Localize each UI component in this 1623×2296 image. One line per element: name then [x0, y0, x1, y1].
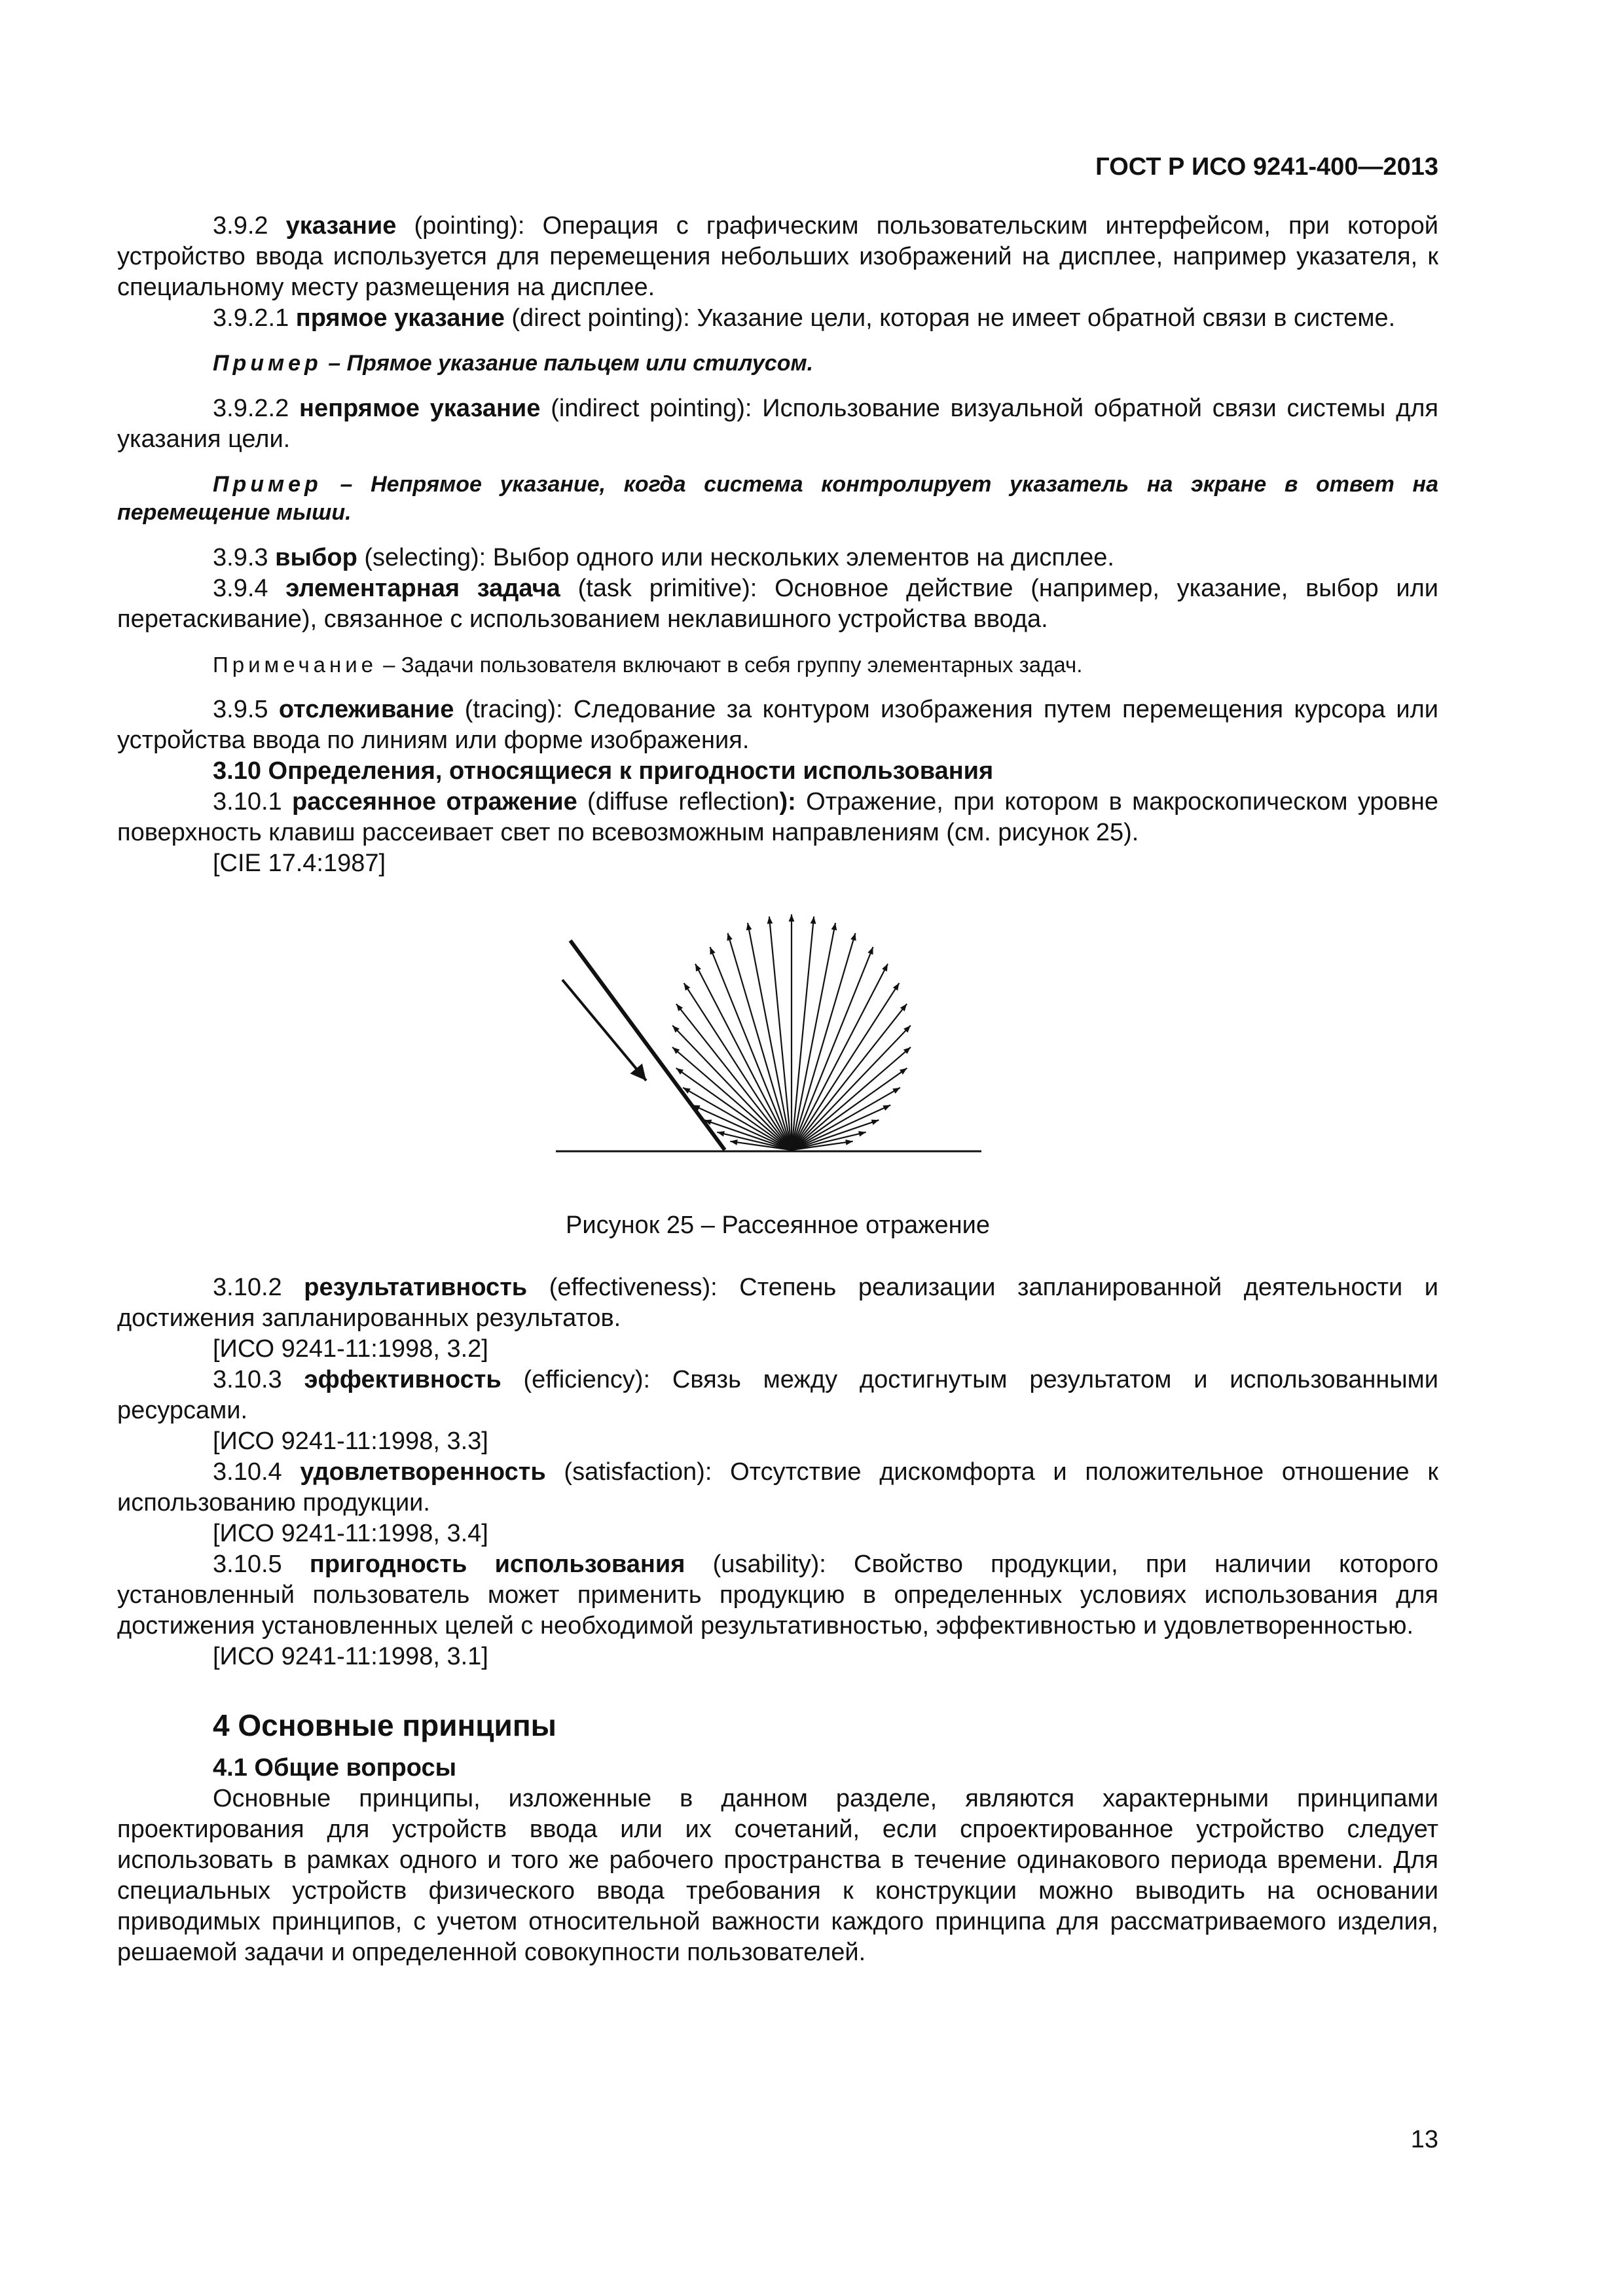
diffuse-reflection-diagram [549, 903, 1008, 1164]
reflected-ray [676, 1004, 792, 1150]
reflected-ray [672, 1047, 792, 1150]
definition-3-9-4 [117, 573, 1438, 635]
paragraph-4-1: Основные принципы, изложенные в данном разделе, являются характерными принципами проектирования для устройств ввода или их сочетаний, если спроектированное устройство следует использовать в рамках одного и того же рабочего пространства в течение одинакового периода времени. Для специальных устройств физического ввода требования к конструкции можно выводить на основании приводимых принципов, с учетом относительной важности каждого принципа для рассматриваемого изделия, решаемой задачи и определенной совокупности пользователей. [117, 1785, 1438, 1966]
clause-number: 3.10.3 [213, 1366, 304, 1393]
section-heading-3-10: 3.10 Определения, относящиеся к пригодности использования [213, 757, 994, 785]
definition-text: Отражение, при котором в макроскопическом уровне поверхность клавиш рассеивает свет по всевозможным направлениям (см. рисунок 25). [117, 788, 1438, 846]
term: удовлетворенность [300, 1458, 546, 1486]
reference: [ИСО 9241-11:1998, 3.1] [213, 1643, 488, 1670]
definition-text: (effectiveness): Степень реализации запланированной деятельности и достижения запланированных результатов. [117, 1274, 1438, 1332]
example-text: – Прямое указание пальцем или стилусом. [321, 351, 814, 376]
clause-number: 3.9.2.2 [213, 395, 300, 422]
reference: [ИСО 9241-11:1998, 3.3] [213, 1427, 488, 1455]
clause-number: 3.9.4 [213, 575, 286, 602]
reference: [ИСО 9241-11:1998, 3.2] [213, 1335, 488, 1363]
clause-number: 3.10.1 [213, 788, 292, 816]
reflected-ray [792, 916, 814, 1150]
term: отслеживание [278, 696, 454, 723]
definition-text: (usability): Свойство продукции, при наличии которого установленный пользователь может применить продукцию в определенных условиях использования для достижения установленных целей с необходимой результативностью, эффективностью и удовлетворенностью. [117, 1551, 1438, 1640]
definition-colon: ): [779, 788, 796, 816]
definition-3-10-2 [117, 1272, 1438, 1334]
term: выбор [275, 544, 357, 571]
reference: [CIE 17.4:1987] [213, 850, 386, 877]
definition-text: (selecting): Выбор одного или нескольких элементов на дисплее. [357, 544, 1114, 571]
clause-number: 3.10.5 [213, 1551, 310, 1578]
definition-text: (task primitive): Основное действие (например, указание, выбор или перетаскивание), связанное с использованием неклавишного устройства ввода. [117, 575, 1439, 633]
note-1 [117, 651, 1438, 679]
document-body [117, 211, 1438, 1968]
example-label: Пример [213, 472, 322, 497]
clause-number: 3.10.4 [213, 1458, 301, 1486]
definition-text: (direct pointing): Указание цели, которая не имеет обратной связи в системе. [504, 304, 1396, 332]
example-label: Пример [213, 351, 322, 376]
definition-3-9-2-2 [117, 393, 1438, 455]
incident-arrow [562, 980, 646, 1081]
document-header: ГОСТ Р ИСО 9241-400—2013 [1095, 153, 1438, 181]
definition-3-9-5 [117, 694, 1438, 756]
term: результативность [304, 1274, 528, 1301]
definition-text: (indirect pointing): Использование визуальной обратной связи системы для указания цели. [117, 395, 1439, 453]
incident-ray [570, 941, 725, 1150]
note-text: – Задачи пользователя включают в себя группу элементарных задач. [377, 653, 1083, 677]
note-label: Примечание [213, 653, 378, 677]
definition-text: (efficiency): Связь между достигнутым результатом и использованными ресурсами. [117, 1366, 1438, 1424]
reference: [ИСО 9241-11:1998, 3.4] [213, 1520, 488, 1547]
example-text: – Непрямое указание, когда система контролирует указатель на экране в ответ на перемещение мыши. [117, 472, 1438, 525]
definition-text: (diffuse reflection [577, 788, 780, 816]
term: непрямое указание [299, 395, 541, 422]
term: пригодность использования [309, 1551, 685, 1578]
definition-3-9-2-1 [117, 303, 1438, 334]
clause-number: 3.9.2.1 [213, 304, 296, 332]
definition-3-10-3 [117, 1365, 1438, 1426]
definition-text: (tracing): Следование за контуром изображения путем перемещения курсора или устройства ввода по линиям или форме изображения. [117, 696, 1439, 754]
figure-caption: Рисунок 25 – Рассеянное отражение [566, 1211, 990, 1239]
reflected-ray [792, 1047, 911, 1150]
term: указание [285, 212, 397, 240]
definition-3-10-1 [117, 787, 1438, 848]
example-2 [117, 471, 1438, 527]
example-1 [117, 350, 1438, 378]
reflected-rays [672, 914, 911, 1150]
term: прямое указание [295, 304, 505, 332]
reflected-ray [792, 1068, 907, 1150]
page-number: 13 [1410, 2126, 1438, 2153]
term: эффективность [304, 1366, 501, 1393]
clause-number: 3.9.3 [213, 544, 276, 571]
clause-number: 3.9.5 [213, 696, 279, 723]
definition-text: (pointing): Операция с графическим пользовательским интерфейсом, при которой устройство ввода используется для перемещения небольших изображений на дисплее, например указателя, к специальному месту размещения на дисплее. [117, 212, 1438, 301]
term: элементарная задача [285, 575, 560, 602]
definition-3-9-2 [117, 211, 1438, 303]
reflected-ray [792, 1004, 907, 1150]
definition-3-10-5 [117, 1549, 1438, 1641]
section-heading-4: 4 Основные принципы [213, 1708, 556, 1742]
definition-3-10-4 [117, 1457, 1438, 1518]
clause-number: 3.10.2 [213, 1274, 304, 1301]
reflected-ray [792, 947, 873, 1150]
section-heading-4-1: 4.1 Общие вопросы [213, 1754, 457, 1782]
clause-number: 3.9.2 [213, 212, 286, 240]
reflected-ray [769, 916, 792, 1150]
definition-text: (satisfaction): Отсутствие дискомфорта и положительное отношение к использованию продукции. [117, 1458, 1438, 1516]
term: рассеянное отражение [291, 788, 577, 816]
reflected-ray [710, 947, 792, 1150]
figure-25 [117, 903, 1438, 1191]
definition-3-9-3 [117, 543, 1438, 573]
